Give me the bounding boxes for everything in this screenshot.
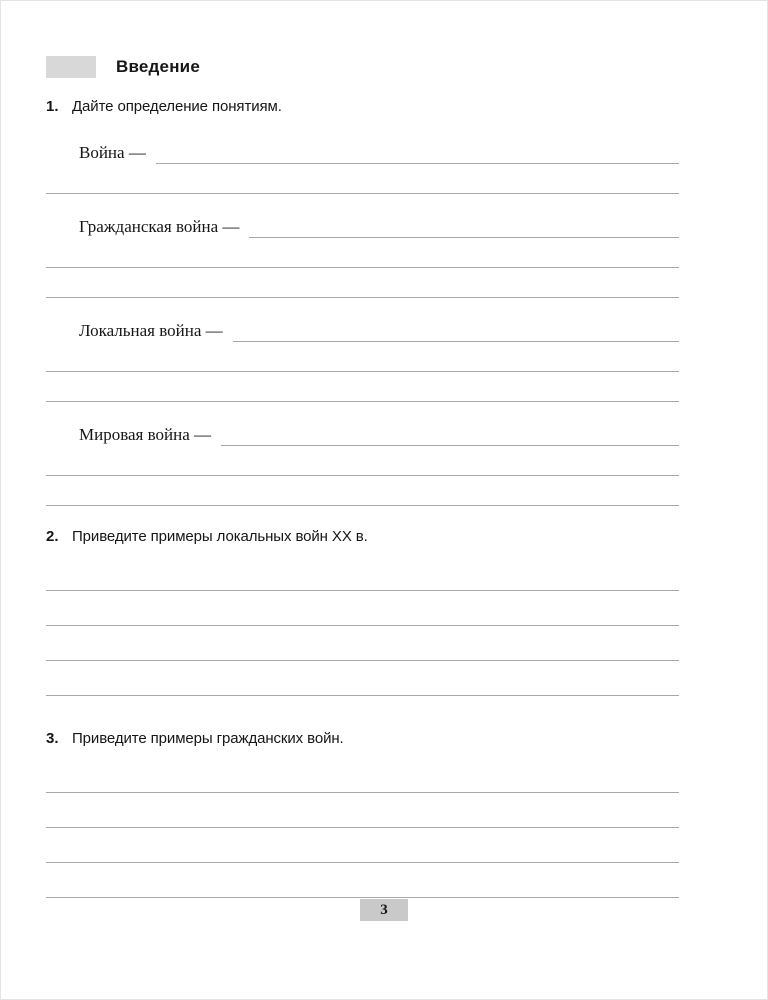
answer-line: [46, 238, 679, 268]
term-row: [46, 320, 679, 342]
term-block-lokalnaya-voina: [46, 320, 679, 402]
question-text: Приведите примеры гражданских войн.: [72, 730, 344, 747]
answer-line: [46, 446, 679, 476]
term-block-voina: [46, 142, 679, 194]
question-text: Дайте определение понятиям.: [72, 98, 282, 115]
term-label: Гражданская война —: [79, 217, 240, 236]
answer-line: [46, 591, 679, 626]
answer-line: [46, 164, 679, 194]
question-3: [46, 730, 679, 898]
question-1: [46, 98, 679, 506]
answer-lines: [46, 446, 679, 506]
page-number: 3: [360, 899, 408, 921]
question-3-heading: [46, 730, 679, 748]
question-2: [46, 528, 679, 696]
term-block-grazhdanskaya-voina: [46, 216, 679, 298]
answer-lines: [46, 238, 679, 298]
answer-line: [46, 476, 679, 506]
chapter-header: [46, 56, 679, 78]
answer-line: [46, 758, 679, 793]
answer-line: [249, 218, 679, 238]
chapter-title: Введение: [116, 57, 200, 76]
answer-line: [46, 626, 679, 661]
term-row: [46, 142, 679, 164]
term-block-mirovaya-voina: [46, 424, 679, 506]
answer-line: [221, 426, 679, 446]
question-number: 3.: [46, 730, 59, 747]
question-number: 2.: [46, 528, 59, 545]
question-2-heading: [46, 528, 679, 546]
answer-line: [46, 661, 679, 696]
answer-lines: [46, 342, 679, 402]
chapter-marker-block: [46, 56, 96, 78]
question-1-heading: [46, 98, 679, 116]
term-label: Локальная война —: [79, 321, 223, 340]
answer-line: [156, 144, 679, 164]
answer-line: [46, 372, 679, 402]
term-row: [46, 424, 679, 446]
answer-lines: [46, 758, 679, 898]
answer-line: [46, 793, 679, 828]
answer-line: [233, 322, 679, 342]
term-row: [46, 216, 679, 238]
answer-line: [46, 556, 679, 591]
answer-line: [46, 342, 679, 372]
answer-lines: [46, 164, 679, 194]
question-number: 1.: [46, 98, 59, 115]
answer-line: [46, 268, 679, 298]
answer-line: [46, 863, 679, 898]
term-label: Война —: [79, 143, 146, 162]
term-label: Мировая война —: [79, 425, 212, 444]
question-text: Приведите примеры локальных войн XX в.: [72, 528, 368, 545]
answer-line: [46, 828, 679, 863]
answer-lines: [46, 556, 679, 696]
